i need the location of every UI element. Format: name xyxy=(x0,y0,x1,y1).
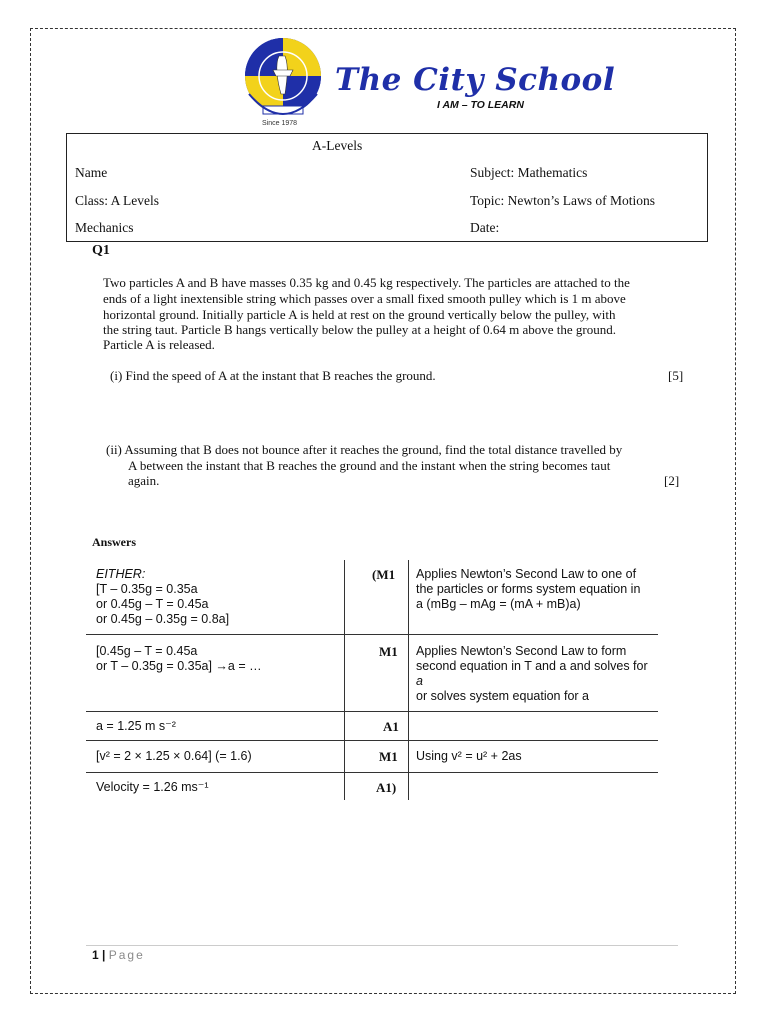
part-ii-marks: [2] xyxy=(664,473,680,488)
question-number: Q1 xyxy=(92,243,110,258)
name-label: Name xyxy=(75,165,108,180)
guidance-line: Using v² = u² + 2as xyxy=(416,749,522,763)
page-word: Page xyxy=(108,948,145,962)
section-label: Mechanics xyxy=(75,220,134,235)
part-ii-line: (ii) Assuming that B does not bounce after it reaches the ground, find the total distance travelled by xyxy=(106,442,623,457)
working-line: EITHER: xyxy=(96,567,146,581)
question-line: ends of a light inextensible string which passes over a small fixed smooth pulley which is 1 m above xyxy=(103,291,626,306)
working-line: or 0.45g – 0.35g = 0.8a] xyxy=(96,612,230,626)
info-box xyxy=(66,133,708,242)
guidance-line: a (mBg – mAg = (mA + mB)a) xyxy=(416,597,581,611)
page-separator: | xyxy=(102,948,106,962)
level-label: A-Levels xyxy=(312,138,363,153)
topic-label: Topic: Newton’s Laws of Motions xyxy=(470,193,656,208)
part-i-marks: [5] xyxy=(668,368,684,383)
school-name: The City School xyxy=(335,62,616,98)
guidance-line: a xyxy=(416,674,423,688)
mark-code: M1 xyxy=(379,749,398,764)
mark-code: A1) xyxy=(376,780,397,795)
mark-code: A1 xyxy=(383,719,399,734)
working-line: Velocity = 1.26 ms⁻¹ xyxy=(96,780,209,794)
answers-title: Answers xyxy=(92,535,136,549)
page-number: 1 xyxy=(92,948,99,962)
table-divider xyxy=(86,711,658,712)
table-divider xyxy=(86,634,658,635)
class-label: Class: A Levels xyxy=(75,193,159,208)
question-line: the string taut. Particle B hangs vertically below the pulley at a height of 0.64 m above the ground. xyxy=(103,322,617,337)
footer-rule xyxy=(86,945,678,946)
question-line: Particle A is released. xyxy=(103,337,215,352)
guidance-line: the particles or forms system equation in xyxy=(416,582,641,596)
working-line: a = 1.25 m s⁻² xyxy=(96,719,176,733)
working-line: [T – 0.35g = 0.35a xyxy=(96,582,198,596)
working-line: or 0.45g – T = 0.45a xyxy=(96,597,209,611)
working-line: [v² = 2 × 1.25 × 0.64] (= 1.6) xyxy=(96,749,252,763)
table-divider xyxy=(86,740,658,741)
question-line: horizontal ground. Initially particle A is held at rest on the ground vertically below the pulley, with xyxy=(103,307,616,322)
question-line: Two particles A and B have masses 0.35 kg and 0.45 kg respectively. The particles are attached to the xyxy=(103,275,630,290)
table-divider xyxy=(344,560,345,800)
school-since: Since 1978 xyxy=(262,120,298,127)
mark-code: (M1 xyxy=(372,567,396,582)
guidance-line: or solves system equation for a xyxy=(416,689,589,703)
working-line: or T – 0.35g = 0.35a] →a = … xyxy=(96,659,262,673)
school-tagline: I AM – TO LEARN xyxy=(437,99,524,111)
working-line: [0.45g – T = 0.45a xyxy=(96,644,198,658)
subject-label: Subject: Mathematics xyxy=(470,165,588,180)
school-logo-icon xyxy=(243,36,323,132)
part-ii-line: again. xyxy=(128,473,160,488)
page-footer xyxy=(92,948,145,962)
guidance-line: Applies Newton’s Second Law to form xyxy=(416,644,627,658)
guidance-line: second equation in T and a and solves for xyxy=(416,659,648,673)
part-ii-line: A between the instant that B reaches the ground and the instant when the string becomes taut xyxy=(128,458,611,473)
mark-code: M1 xyxy=(379,644,398,659)
date-label: Date: xyxy=(470,220,500,235)
table-divider xyxy=(408,560,409,800)
guidance-line: Applies Newton’s Second Law to one of xyxy=(416,567,637,581)
table-divider xyxy=(86,772,658,773)
part-i-text: (i) Find the speed of A at the instant that B reaches the ground. xyxy=(110,368,436,383)
